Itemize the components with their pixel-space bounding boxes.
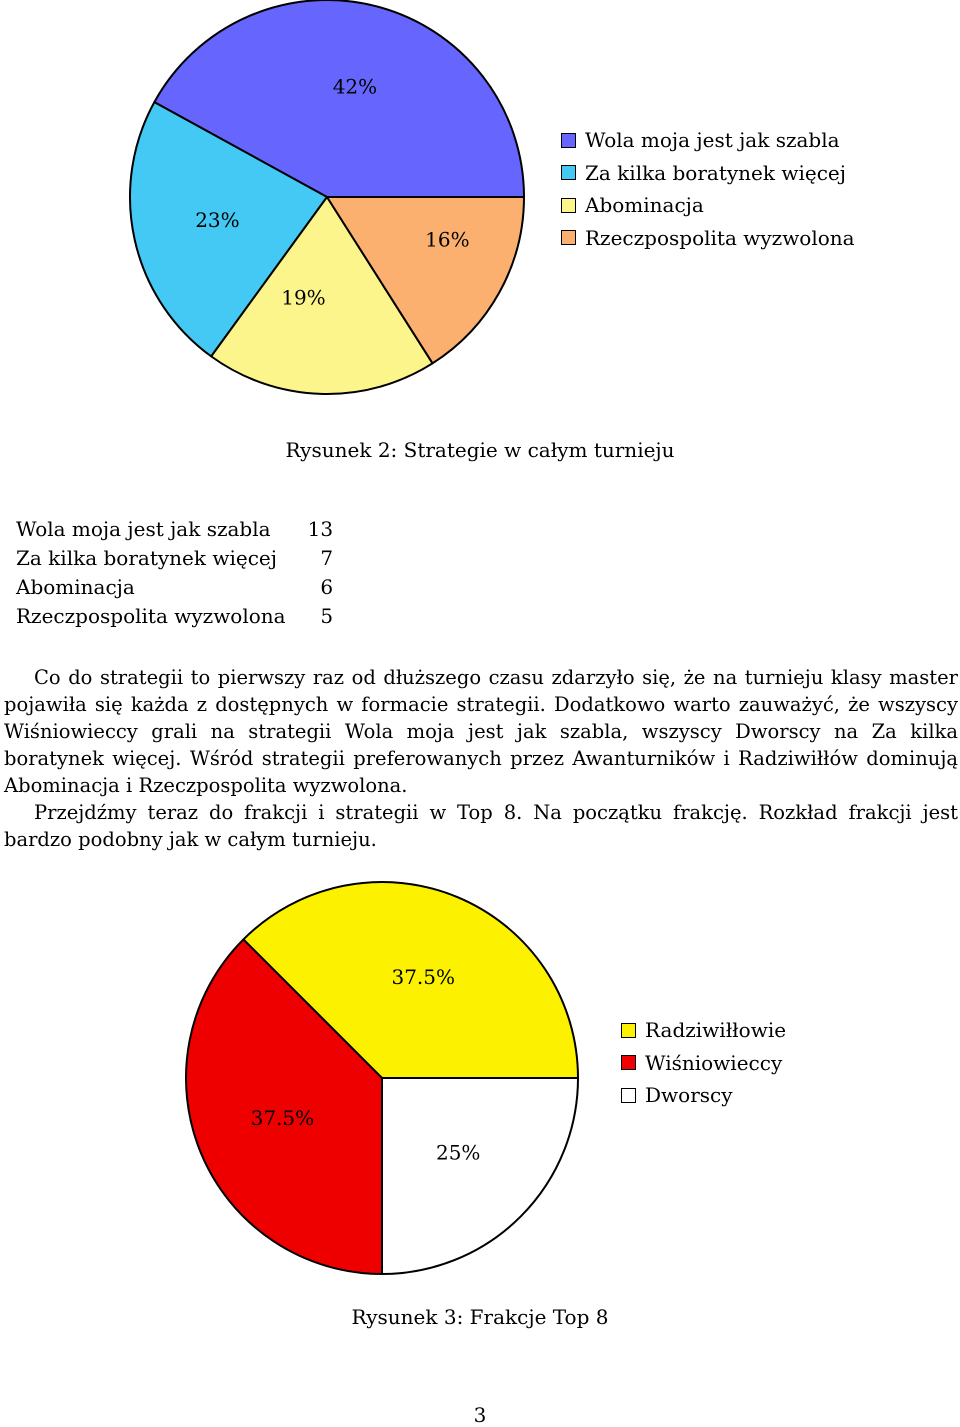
legend-label: Rzeczpospolita wyzwolona <box>585 225 855 250</box>
strategy-count: 5 <box>320 604 334 628</box>
strategy-name: Wola moja jest jak szabla <box>16 517 271 541</box>
legend-label: Wola moja jest jak szabla <box>585 128 840 152</box>
legend-item <box>621 1014 786 1047</box>
strategy-count: 13 <box>307 517 334 541</box>
legend-swatch <box>621 1055 636 1070</box>
legend-swatch <box>621 1023 636 1038</box>
paragraph: Przejdźmy teraz do frakcji i strategii w Top 8. Na początku frakcję. Rozkład frakcji jest bardzo podobny jak w całym turnieju. <box>4 801 958 851</box>
slice-label: 16% <box>425 227 470 252</box>
figure-2-caption: Rysunek 2: Strategie w całym turnieju <box>285 438 675 462</box>
factions-legend <box>621 1014 786 1112</box>
legend-label: Radziwiłłowie <box>645 1018 787 1042</box>
paragraph: Co do strategii to pierwszy raz od dłuższego czasu zdarzyło się, że na turnieju klasy master pojawiła się każda z dostępnych w formacie strategii. Dodatkowo warto zauważyć, że wszyscy Wiśniowieccy grali na strategii Wola moja jest jak szabla, wszyscy Dworscy na Za kilka boratynek więcej. Wśród strategii preferowanych przez Awanturników i Radziwiłłów dominują Abominacja i Rzeczpospolita wyzwolona. <box>4 666 958 797</box>
strategy-count: 7 <box>320 546 334 570</box>
strategy-name: Abominacja <box>16 575 135 599</box>
legend-swatch <box>621 1088 636 1103</box>
figure-3-caption: Rysunek 3: Frakcje Top 8 <box>351 1305 609 1329</box>
slice-label: 37.5% <box>391 964 456 989</box>
legend-label: Wiśniowieccy <box>645 1050 783 1075</box>
strategy-count: 6 <box>320 575 334 599</box>
slice-label: 23% <box>195 207 240 232</box>
legend-label: Dworscy <box>645 1083 733 1107</box>
legend-label: Abominacja <box>585 193 704 217</box>
strategy-name: Rzeczpospolita wyzwolona <box>16 604 286 628</box>
page-number: 3 <box>473 1403 487 1427</box>
legend-item <box>621 1079 786 1112</box>
pie-slice <box>382 1078 578 1274</box>
legend-label: Za kilka boratynek więcej <box>585 160 846 185</box>
slice-label: 42% <box>332 74 378 99</box>
slice-label: 19% <box>281 285 326 310</box>
strategy-name: Za kilka boratynek więcej <box>16 546 277 570</box>
legend-item <box>621 1047 786 1080</box>
slice-label: 25% <box>435 1140 481 1165</box>
slice-label: 37.5% <box>250 1105 315 1130</box>
